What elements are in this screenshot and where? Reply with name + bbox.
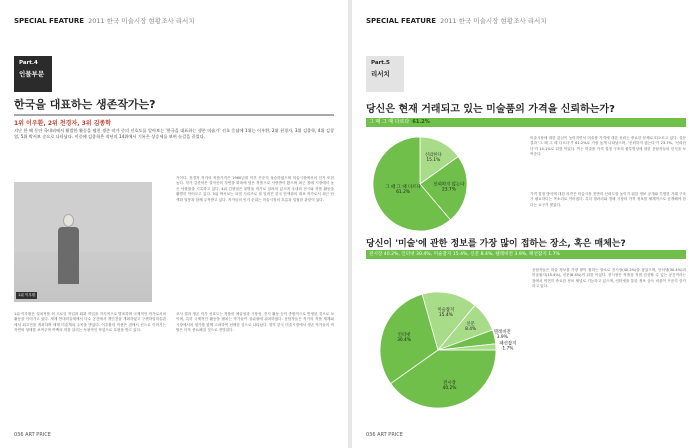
left-page	[0, 0, 348, 448]
part-badge	[14, 56, 52, 92]
answer-bar-1: 그 때 그 때 다르다 61.2%	[366, 118, 686, 127]
body-text-col3: 조사 결과 생존 작가 선호도는 작품의 예술성과 시장성, 전시 활동 등이 종합적으로 반영된 것으로 보이며, 특히 국제적인 활동을 펼치는 작가들이 상위권에 위치하였다. 응답자들은 작가의 작품 세계와 시장에서의 평가를 함께 고려하여 선택한 것으로 나타났다. 향후 한국 미술시장에서 생존 작가들의 역할은 더욱 중요해질 것으로 전망된다.	[176, 312, 334, 333]
pie1-label-1: 신뢰하지 않는다 23.7%	[433, 182, 465, 193]
right-page	[352, 0, 700, 448]
title-divider	[14, 114, 334, 116]
question1-text-b: 가격 결정 방식에 대한 의견은 미술시장 전반의 신뢰도를 높이기 위한 정보 공개와 투명한 거래 구조가 필요하다는 목소리로 이어졌다. 특히 갤러리와 경매 시장의 가격 정보를 체계적으로 공개해야 한다는 요구가 많았다.	[530, 192, 686, 207]
answer-bar-2: 전시장 40.2%, 인터넷 30.4%, 미술잡지 15.4%, 신문 8.4%, 텔레비전 3.9%, 패션잡지 1.7%	[366, 250, 686, 259]
photo-caption: 1위 이우환	[18, 293, 36, 297]
body-text-col2: 가이다. 천경자 작가의 작품가격은 1960년대 이후 꾸준히 상승하였으며 미술시장에서의 인기 또한 높다. 작가 김종학은 설악산의 자연을 화폭에 담은 작품으로 사랑받아 왔으며 최근 경매 시장에서 높은 낙찰률을 기록하고 있다. 4위 김창열은 물방울 작가로 알려져 있으며 국내외 전시와 작품 활동을 활발히 이어오고 있다. 5위 박서보는 묘법 시리즈로 잘 알려진 한국 단색화의 대표 작가로서 최근 단색화 열풍과 함께 주목받고 있다. 작가들의 인기 순위는 미술시장의 흐름과 밀접한 관련이 있다.	[176, 176, 334, 202]
question1-title: 당신은 현재 거래되고 있는 미술품의 가격을 신뢰하는가?	[366, 104, 615, 115]
pie-chart-trust	[360, 132, 480, 236]
pie2-label-5: 패션잡지 1.7%	[499, 341, 516, 352]
page-footer: 036 ART PRICE	[366, 432, 403, 438]
pie2-label-1: 인터넷 30.4%	[397, 333, 412, 344]
ranking-subtitle: 1위 이우환, 2위 천경자, 3위 김종학	[14, 120, 112, 127]
part-badge	[366, 56, 404, 92]
question1-text-a: 미술시장에 대한 관심이 높아지면서 미술품 가격에 대한 신뢰는 중요한 문제로 떠오르고 있다. 설문 결과 '그 때 그 때 다르다'가 61.2%로 가장 높게 나타났으며, '신뢰하지 않는다'가 23.7%, '신뢰한다'가 15.1%로 뒤를 이었다. 이는 미술품 가격 결정 구조의 불투명성에 대한 응답자들의 인식을 보여준다.	[530, 136, 686, 157]
part-number: Part.4	[19, 60, 38, 66]
pie1-label-2: 그 때 그 때 다르다 61.2%	[385, 185, 421, 196]
part-name: 인물부문	[19, 70, 45, 78]
page-footer: 036 ART PRICE	[14, 432, 51, 438]
part-name: 리서치	[371, 70, 390, 78]
question2-text: 응답자들은 미술 정보를 가장 많이 접하는 장소로 전시장(40.2%)을 꼽았으며, 인터넷(30.4%)과 미술잡지(15.4%), 신문(8.4%)이 뒤를 이었다. 전시장은 작품을 직접 감상할 수 있는 공간이라는 점에서 여전히 중요한 정보 채널로 기능하고 있으며, 인터넷을 통한 정보 습득 비율이 꾸준히 증가하고 있다.	[532, 268, 686, 289]
pie2-label-0: 전시장 40.2%	[442, 381, 457, 392]
pie1-label-0: 신뢰한다 15.1%	[424, 153, 442, 164]
pie-chart-info-source	[360, 262, 516, 426]
body-text-col1: 1위 이우환은 설치작품 외 드로잉 작업과 회화 작업을 지속적으로 발표하며 국제적인 작가로서의 활동을 이어가고 있다. 세계 현대미술계에서 다수 공간에서 개인전을 개최하였고 구겐하임미술관에서 회고전을 개최하며 세계 미술계의 주목을 받았다. 이우환의 작품은 점에서 선으로 이어지는 자연의 형태를 보여주며 여백의 미를 살리는 독창적인 작업으로 호평을 받고 있다.	[14, 312, 166, 333]
question2-title: 당신이 '미술'에 관한 정보를 가장 많이 접하는 장소, 혹은 매체는?	[366, 239, 626, 249]
artist-photo	[14, 182, 152, 302]
part-number: Part.5	[371, 60, 390, 66]
pie2-label-3: 신문 8.4%	[465, 321, 477, 332]
article-title: 한국을 대표하는 생존작가는?	[14, 98, 156, 111]
pie2-label-2: 미술잡지 15.4%	[437, 307, 455, 318]
page-header: SPECIAL FEATURE 2011 한국 미술시장 현황조사 리서치	[366, 17, 547, 25]
pie2-label-4: 텔레비전 3.9%	[493, 329, 511, 340]
page-header: SPECIAL FEATURE 2011 한국 미술시장 현황조사 리서치	[14, 17, 195, 25]
intro-text: 지난 한 해 동안 국내외에서 활발한 활동을 펼친 생존 작가 중의 선호도를 알아보는 '한국을 대표하는 생존 미술가' 선호 응답에 1위는 이우환, 2위 천경자, 3위 김종학, 4위 김창열, 5위 박서보 순으로 나타났다. 이중에 김종학은 작년의 14위에서 기록은 상승세를 보여 눈길을 끌었다.	[14, 128, 334, 139]
